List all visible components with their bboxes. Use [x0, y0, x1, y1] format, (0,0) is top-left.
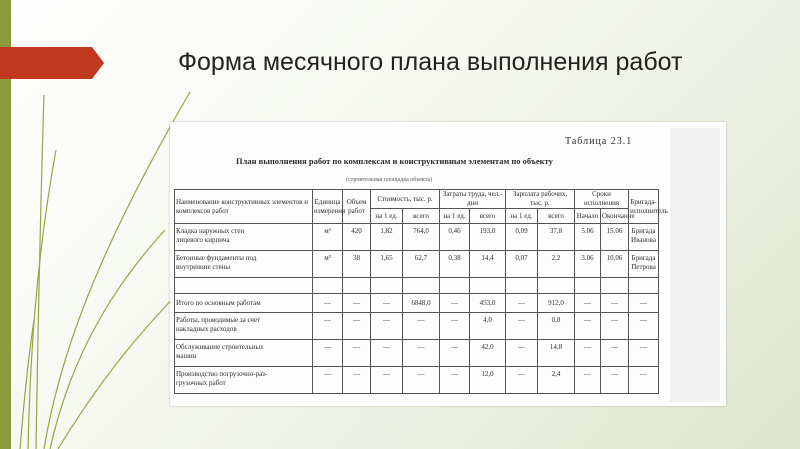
cell-cost-unit: 1,65 [371, 251, 403, 278]
table-row [175, 367, 659, 394]
cell-volume: — [343, 367, 371, 394]
cell-start [575, 278, 601, 294]
cell-executor: — [629, 313, 659, 340]
cell-labor-total: 4,0 [470, 313, 506, 340]
cell-executor: — [629, 340, 659, 367]
cell-cost-unit: 1,82 [371, 224, 403, 251]
cell-wage-unit: — [506, 367, 538, 394]
cell-volume: 38 [343, 251, 371, 278]
cell-start: — [575, 340, 601, 367]
cell-cost-unit: — [371, 313, 403, 340]
cell-labor-total: 42,0 [470, 340, 506, 367]
cell-labor-total: 453,0 [470, 294, 506, 313]
cell-volume [343, 278, 371, 294]
cell-name: Бетонные фундаменты под внутренние стены [175, 251, 313, 278]
cell-unit: м³ [313, 251, 343, 278]
cell-cost-total: 6848,0 [403, 294, 440, 313]
cell-labor-unit [440, 278, 470, 294]
column-header-labor-total: всего [470, 209, 506, 224]
cell-volume: — [343, 313, 371, 340]
cell-name: Работы, проводимые за счет накладных расходов [175, 313, 313, 340]
cell-unit: — [313, 367, 343, 394]
cell-wage-total: 14,8 [538, 340, 575, 367]
column-header-wage-unit: на 1 ед. [506, 209, 538, 224]
cell-cost-unit [371, 278, 403, 294]
cell-cost-total: — [403, 313, 440, 340]
cell-labor-unit: 0,46 [440, 224, 470, 251]
cell-end: 15.06 [601, 224, 629, 251]
cell-cost-total: — [403, 340, 440, 367]
table-row-blank [175, 278, 659, 294]
table-row [175, 251, 659, 278]
work-plan-table [174, 189, 668, 394]
cell-end: — [601, 367, 629, 394]
cell-wage-total: 0,8 [538, 313, 575, 340]
cell-wage-total: 2,2 [538, 251, 575, 278]
cell-start: 5.06 [575, 224, 601, 251]
column-header-unit: Единица измерения [313, 190, 343, 224]
title-arrow-icon [0, 47, 104, 79]
cell-executor: Бригада Петрова [629, 251, 659, 278]
column-header-date-end: Окончание [601, 209, 629, 224]
cell-name [175, 278, 313, 294]
cell-start: — [575, 367, 601, 394]
cell-wage-unit [506, 278, 538, 294]
cell-wage-unit: — [506, 294, 538, 313]
column-header-wage: Зарплата рабочих, тыс. р. [506, 190, 575, 209]
column-header-date-start: Начало [575, 209, 601, 224]
cell-name: Кладка наружных стен лицевого кирпича [175, 224, 313, 251]
cell-volume: — [343, 294, 371, 313]
cell-executor: — [629, 367, 659, 394]
column-header-labor: Затраты труда, чел.-дни [440, 190, 506, 209]
cell-labor-total: 193,0 [470, 224, 506, 251]
cell-wage-unit: — [506, 313, 538, 340]
column-header-cost-unit: на 1 ед. [371, 209, 403, 224]
table-header [175, 190, 668, 224]
cell-wage-total: 912,0 [538, 294, 575, 313]
cell-cost-total [403, 278, 440, 294]
cell-executor [629, 278, 659, 294]
cell-unit: м³ [313, 224, 343, 251]
cell-unit: — [313, 294, 343, 313]
table-caption: Таблица 23.1 [565, 136, 633, 147]
cell-cost-total: 62,7 [403, 251, 440, 278]
cell-executor: — [629, 294, 659, 313]
table-row [175, 224, 659, 251]
cell-name: Производство погрузочно-раз- грузочных работ [175, 367, 313, 394]
cell-labor-unit: — [440, 294, 470, 313]
cell-start: 3.06 [575, 251, 601, 278]
cell-cost-total: — [403, 367, 440, 394]
table-row-total [175, 294, 659, 313]
column-header-name: Наименование конструктивных элементов и комплексов работ [175, 190, 313, 224]
cell-unit [313, 278, 343, 294]
column-header-volume: Объем работ [343, 190, 371, 224]
slide-title: Форма месячного плана выполнения работ [178, 48, 683, 76]
cell-name: Обслуживание строительных машин [175, 340, 313, 367]
cell-end: 10.06 [601, 251, 629, 278]
cell-unit: — [313, 313, 343, 340]
cell-labor-unit: — [440, 340, 470, 367]
column-header-dates: Сроки исполнения [575, 190, 629, 209]
cell-cost-total: 764,0 [403, 224, 440, 251]
cell-volume: 420 [343, 224, 371, 251]
table-row [175, 313, 659, 340]
cell-labor-unit: — [440, 313, 470, 340]
cell-cost-unit: — [371, 340, 403, 367]
cell-wage-total [538, 278, 575, 294]
column-header-executor: Бригада-исполнитель [629, 190, 659, 224]
cell-end: — [601, 340, 629, 367]
cell-labor-total: 12,0 [470, 367, 506, 394]
document-subheading: (строительная площадка объекта) [346, 177, 433, 183]
cell-name: Итого по основным работам [175, 294, 313, 313]
cell-labor-unit: — [440, 367, 470, 394]
cell-wage-unit: 0,07 [506, 251, 538, 278]
table-body [175, 224, 659, 394]
cell-executor: Бригада Иванова [629, 224, 659, 251]
cell-labor-total [470, 278, 506, 294]
cell-wage-total: 2,4 [538, 367, 575, 394]
cell-unit: — [313, 340, 343, 367]
document-scan [170, 122, 726, 406]
cell-wage-unit: — [506, 340, 538, 367]
cell-wage-total: 37,8 [538, 224, 575, 251]
cell-cost-unit: — [371, 367, 403, 394]
cell-end [601, 278, 629, 294]
cell-wage-unit: 0,09 [506, 224, 538, 251]
cell-labor-unit: 0,38 [440, 251, 470, 278]
cell-end: — [601, 313, 629, 340]
cell-start: — [575, 313, 601, 340]
left-stripe [0, 0, 11, 449]
cell-labor-total: 14,4 [470, 251, 506, 278]
cell-cost-unit: — [371, 294, 403, 313]
column-header-cost: Стоимость, тыс. р. [371, 190, 440, 209]
cell-volume: — [343, 340, 371, 367]
column-header-cost-total: всего [403, 209, 440, 224]
column-header-wage-total: всего [538, 209, 575, 224]
document-page-edge [670, 128, 720, 402]
document-heading: План выполнения работ по комплексам и конструктивным элементам по объекту [236, 156, 553, 166]
cell-end: — [601, 294, 629, 313]
table-row [175, 340, 659, 367]
cell-start: — [575, 294, 601, 313]
column-header-labor-unit: на 1 ед. [440, 209, 470, 224]
